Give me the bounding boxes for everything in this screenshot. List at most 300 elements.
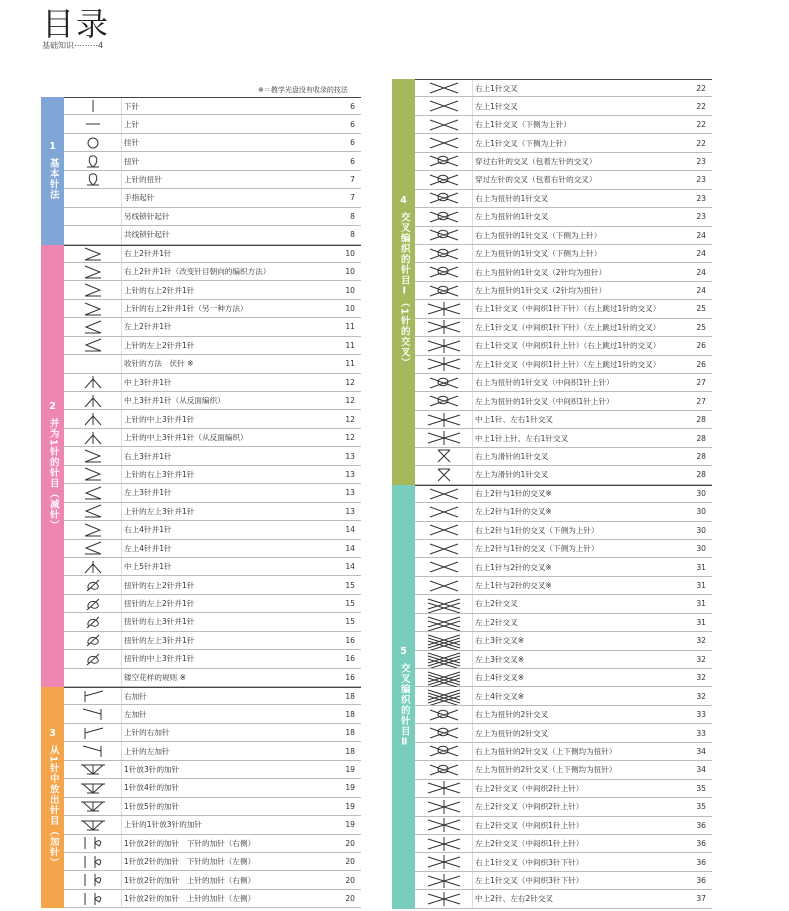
page-number: 15 [345, 599, 355, 609]
technique-name: 左加针 [124, 709, 147, 719]
cross-icon [415, 558, 473, 575]
toc-row[interactable] [415, 79, 712, 97]
toc-row[interactable] [415, 522, 712, 540]
page-number: 30 [696, 507, 706, 517]
twist-dec-icon [64, 613, 122, 630]
page-number: 36 [696, 820, 706, 830]
toc-row[interactable] [64, 779, 361, 797]
toc-row[interactable] [415, 503, 712, 521]
page-number: 19 [345, 764, 355, 774]
page-number: 31 [696, 599, 706, 609]
right-dec-icon [64, 246, 122, 262]
technique-name: 左上1针交叉（中间织1针上针）（左上跳过1针的交叉） [475, 359, 661, 369]
toc-row[interactable] [64, 521, 361, 539]
technique-name: 扭针 [124, 156, 140, 166]
toc-row[interactable] [415, 153, 712, 171]
toc-row[interactable] [415, 171, 712, 189]
center-dec-icon [64, 558, 122, 575]
toc-row[interactable] [415, 356, 712, 374]
section-title: 交叉编织的针目Ⅰ（1针的交叉） [398, 212, 410, 369]
page-number: 16 [345, 672, 355, 682]
cross-mid-icon [415, 798, 473, 815]
toc-rows [415, 485, 712, 909]
page-number: 30 [696, 525, 706, 535]
toc-row[interactable] [415, 282, 712, 300]
technique-name: 左上为滑针的1针交叉 [475, 470, 549, 480]
cross-mid-icon [415, 853, 473, 870]
page-number: 28 [696, 470, 706, 480]
technique-name: 右上1针交叉（下侧为上针） [475, 120, 571, 130]
toc-row[interactable] [415, 190, 712, 208]
left-inc-icon [64, 705, 122, 722]
toc-row[interactable] [415, 540, 712, 558]
page-number: 31 [696, 562, 706, 572]
toc-row[interactable] [64, 134, 361, 152]
toc-row[interactable] [64, 171, 361, 189]
section-band-3 [41, 687, 64, 908]
toc-row[interactable] [64, 798, 361, 816]
page-number: 15 [345, 580, 355, 590]
technique-name: 左上4针交叉※ [475, 691, 525, 701]
toc-row[interactable] [64, 484, 361, 502]
page-number: 26 [696, 341, 706, 351]
page-number: 6 [350, 138, 355, 148]
toc-row[interactable] [415, 761, 712, 779]
toc-row[interactable] [64, 558, 361, 576]
technique-name: 上针的左上2针并1针 [124, 340, 195, 350]
technique-name: 右上1针交叉 [475, 83, 518, 93]
page-number: 11 [345, 359, 355, 369]
section-4 [392, 79, 712, 485]
right-dec-icon [64, 521, 122, 538]
cross3-icon [415, 651, 473, 668]
toc-row[interactable] [64, 816, 361, 834]
toc-row[interactable] [64, 115, 361, 133]
right-dec-icon [64, 281, 122, 298]
technique-name: 1针放2针的加针 下针的加针（左侧） [124, 857, 256, 867]
toc-row[interactable] [415, 872, 712, 890]
right-dec-icon [64, 466, 122, 483]
toc-row[interactable] [64, 705, 361, 723]
section-title: 从1针中放出针目（加针） [47, 744, 59, 868]
page-number: 26 [696, 359, 706, 369]
technique-name: 收针的方法 伏针 ※ [124, 359, 194, 369]
center-dec-icon [64, 410, 122, 427]
toc-row[interactable] [415, 411, 712, 429]
cross2-icon [415, 595, 473, 612]
technique-name: 上针的右加针 [124, 728, 170, 738]
cross-loop-icon [415, 743, 473, 760]
toc-row[interactable] [64, 595, 361, 613]
toc-row[interactable] [64, 245, 361, 263]
page-number: 20 [345, 875, 355, 885]
section-title: 交叉编织的针目Ⅱ [398, 662, 410, 749]
toc-row[interactable] [64, 447, 361, 465]
technique-name: 左上为扭针的1针交叉（中间织1针上针） [475, 396, 614, 406]
basics-link[interactable]: 基础知识⋯⋯⋯4 [42, 41, 104, 50]
toc-row[interactable] [64, 208, 361, 226]
center-dec-icon [64, 374, 122, 391]
technique-name: 左上2针交叉（中间织2针上针） [475, 802, 584, 812]
page-number: 18 [345, 746, 355, 756]
technique-name: 右上为扭针的2针交叉（上下侧均为扭针） [475, 746, 617, 756]
technique-name: 左上2针交叉（中间织1针上针） [475, 839, 584, 849]
technique-name: 左上2针与1针的交叉※ [475, 507, 552, 517]
toc-rows [64, 97, 361, 245]
page-number: 20 [345, 838, 355, 848]
toc-row[interactable] [64, 300, 361, 318]
page-number: 8 [350, 230, 355, 240]
toc-row[interactable] [415, 97, 712, 115]
page-number: 20 [345, 894, 355, 904]
technique-name: 扭针的左上2针并1针 [124, 599, 195, 609]
technique-name: 左上为扭针的2针交叉（上下侧均为扭针） [475, 765, 617, 775]
toc-row[interactable] [415, 245, 712, 263]
cross-mid-icon [415, 429, 473, 446]
technique-name: 右上2针并1针 [124, 249, 172, 259]
technique-name: 中上3针并1针 [124, 377, 172, 387]
page-number: 36 [696, 876, 706, 886]
cross-loop-icon [415, 153, 473, 170]
cross-mid-icon [415, 817, 473, 834]
toc-row[interactable] [64, 466, 361, 484]
cross-loop-icon [415, 392, 473, 409]
page-number: 13 [345, 506, 355, 516]
toc-row[interactable] [415, 300, 712, 318]
technique-name: 左上2针与1针的交叉（下侧为上针） [475, 544, 599, 554]
page-number: 24 [696, 230, 706, 240]
toc-row[interactable] [415, 429, 712, 447]
page-number: 12 [345, 433, 355, 443]
page-number: 36 [696, 839, 706, 849]
page-number: 14 [345, 562, 355, 572]
slip-icon [415, 466, 473, 483]
page-number: 24 [696, 286, 706, 296]
page-number: 6 [350, 119, 355, 129]
technique-name: 右上1针交叉（中间织3针下针） [475, 857, 584, 867]
toc-row[interactable] [415, 466, 712, 484]
technique-name: 穿过左针的交叉（包着右针的交叉） [475, 175, 597, 185]
page-number: 15 [345, 617, 355, 627]
cross-loop-icon [415, 227, 473, 244]
toc-row[interactable] [415, 632, 712, 650]
technique-name: 右上2针交叉（中间织2针上针） [475, 783, 584, 793]
technique-name: 左上为扭针的2针交叉 [475, 728, 549, 738]
technique-name: 左上2针交叉 [475, 617, 518, 627]
page-number: 23 [696, 212, 706, 222]
page-number: 32 [696, 636, 706, 646]
page-number: 24 [696, 267, 706, 277]
page-number: 23 [696, 193, 706, 203]
technique-name: 右上4针并1针 [124, 525, 172, 535]
technique-name: 1针放2针的加针 上针的加针（右侧） [124, 875, 256, 885]
toc-row[interactable] [415, 853, 712, 871]
technique-name: 上针的左上3针并1针 [124, 506, 195, 516]
toc-row[interactable] [415, 208, 712, 226]
page-number: 23 [696, 175, 706, 185]
page-number: 19 [345, 801, 355, 811]
technique-name: 扭针的右上3针并1针 [124, 617, 195, 627]
toc-row[interactable] [415, 227, 712, 245]
page-number: 24 [696, 249, 706, 259]
technique-name: 1针放3针的加针 [124, 764, 180, 774]
toc-row[interactable] [64, 613, 361, 631]
left-dec-icon [64, 484, 122, 501]
cross-icon [415, 486, 473, 502]
toc-row[interactable] [64, 576, 361, 594]
cross-loop-icon [415, 263, 473, 280]
page-number: 23 [696, 156, 706, 166]
toc-row[interactable] [415, 890, 712, 908]
toc-rows [64, 687, 361, 908]
technique-name: 左上4针并1针 [124, 543, 172, 553]
toc-row[interactable] [64, 890, 361, 908]
technique-name: 上针的中上3针并1针 [124, 414, 195, 424]
technique-name: 右加针 [124, 691, 147, 701]
none-icon [64, 189, 122, 206]
technique-name: 左上为扭针的1针交叉（下侧为上针） [475, 249, 602, 259]
toc-row[interactable] [64, 540, 361, 558]
cross-icon [415, 80, 473, 96]
toc-row[interactable] [415, 743, 712, 761]
page-number: 18 [345, 709, 355, 719]
cross2-icon [415, 614, 473, 631]
toc-row[interactable] [415, 614, 712, 632]
page-number: 19 [345, 783, 355, 793]
toc-row[interactable] [64, 97, 361, 115]
technique-name: 右上2针并1针（改变针目朝向的编织方法） [124, 267, 271, 277]
technique-name: 手指起针 [124, 193, 155, 203]
technique-name: 左上3针并1针 [124, 488, 172, 498]
toc-row[interactable] [415, 706, 712, 724]
cross3-icon [415, 669, 473, 686]
twist-dec-icon [64, 650, 122, 667]
toc-row[interactable] [64, 281, 361, 299]
fan-icon [64, 761, 122, 778]
page-number: 8 [350, 211, 355, 221]
technique-name: 中上1针、左右1针交叉 [475, 415, 554, 425]
technique-name: 右上2针交叉 [475, 599, 518, 609]
technique-name: 左上1针与2针的交叉※ [475, 581, 552, 591]
section-3 [41, 687, 361, 908]
page-number: 34 [696, 765, 706, 775]
toc-row[interactable] [415, 817, 712, 835]
twist-dec-icon [64, 595, 122, 612]
technique-name: 扭针的中上3针并1针 [124, 654, 195, 664]
fan-icon [64, 779, 122, 796]
toc-row[interactable] [415, 724, 712, 742]
twist-icon [64, 171, 122, 188]
cross-icon [415, 540, 473, 557]
toc-row[interactable] [64, 687, 361, 705]
right-column [392, 79, 712, 909]
section-number: 5 [400, 645, 407, 657]
page-number: 11 [345, 322, 355, 332]
twist-dec-icon [64, 632, 122, 649]
toc-row[interactable] [415, 319, 712, 337]
toc-row[interactable] [64, 761, 361, 779]
page-number: 22 [696, 120, 706, 130]
technique-name: 扭针的右上2针并1针 [124, 580, 195, 590]
toc-row[interactable] [64, 392, 361, 410]
right-dec-icon [64, 447, 122, 464]
toc-row[interactable] [64, 871, 361, 889]
toc-rows [415, 79, 712, 485]
toc-row[interactable] [415, 263, 712, 281]
page-number: 18 [345, 728, 355, 738]
none-icon [64, 669, 122, 686]
toc-row[interactable] [415, 448, 712, 466]
toc-row[interactable] [64, 226, 361, 244]
page-number: 11 [345, 340, 355, 350]
toc-row[interactable] [64, 337, 361, 355]
toc-row[interactable] [64, 853, 361, 871]
page-number: 32 [696, 654, 706, 664]
right-dec-icon [64, 300, 122, 317]
center-dec-icon [64, 429, 122, 446]
left-dec-icon [64, 337, 122, 354]
technique-name: 另线锁针起针 [124, 211, 170, 221]
section-1 [41, 97, 361, 245]
toc-row[interactable] [64, 742, 361, 760]
page-number: 32 [696, 691, 706, 701]
page-number: 12 [345, 396, 355, 406]
page-number: 31 [696, 581, 706, 591]
page-number: 7 [350, 174, 355, 184]
page-number: 30 [696, 489, 706, 499]
technique-name: 右上2针交叉（中间织1针上针） [475, 820, 584, 830]
toc-row[interactable] [415, 835, 712, 853]
technique-name: 共线锁针起针 [124, 230, 170, 240]
left-dec-icon [64, 318, 122, 335]
toc-row[interactable] [64, 374, 361, 392]
cross-loop-icon [415, 374, 473, 391]
technique-name: 扭针的左上3针并1针 [124, 635, 195, 645]
technique-name: 镂空花样的规则 ※ [124, 672, 186, 682]
right-inc-icon [64, 688, 122, 704]
toc-row[interactable] [64, 632, 361, 650]
page-number: 35 [696, 802, 706, 812]
none-icon [64, 208, 122, 225]
page-number: 36 [696, 857, 706, 867]
toc-row[interactable] [415, 558, 712, 576]
page-number: 10 [345, 267, 355, 277]
cross-loop-icon [415, 706, 473, 723]
toc-row[interactable] [64, 355, 361, 373]
toc-row[interactable] [64, 503, 361, 521]
technique-name: 上针的左加针 [124, 746, 170, 756]
technique-name: 右上3针并1针 [124, 451, 172, 461]
page-number: 12 [345, 414, 355, 424]
toc-row[interactable] [64, 835, 361, 853]
toc-row[interactable] [415, 669, 712, 687]
technique-name: 上针的右上2针并1针（另一种方法） [124, 304, 248, 314]
section-band-1 [41, 97, 64, 245]
technique-name: 右上2针与1针的交叉（下侧为上针） [475, 525, 599, 535]
page-number: 16 [345, 654, 355, 664]
technique-name: 右上2针与1针的交叉※ [475, 489, 552, 499]
toc-row[interactable] [64, 669, 361, 687]
technique-name: 中上2针、左右2针交叉 [475, 894, 554, 904]
toc-row[interactable] [415, 485, 712, 503]
right-dec-icon [64, 263, 122, 280]
toc-row[interactable] [64, 650, 361, 668]
left-dec-icon [64, 503, 122, 520]
toc-row[interactable] [415, 337, 712, 355]
technique-name: 右上1针与2针的交叉※ [475, 562, 552, 572]
slip-icon [415, 448, 473, 465]
technique-name: 右上为扭针的1针交叉（2针均为扭针） [475, 267, 607, 277]
technique-name: 左上3针交叉※ [475, 654, 525, 664]
page-number: 32 [696, 673, 706, 683]
technique-name: 左上为扭针的1针交叉 [475, 212, 549, 222]
toc-row[interactable] [415, 392, 712, 410]
toc-row[interactable] [64, 410, 361, 428]
toc-row[interactable] [415, 687, 712, 705]
page-number: 34 [696, 746, 706, 756]
cross-icon [415, 134, 473, 151]
page-number: 14 [345, 525, 355, 535]
cross-loop-icon [415, 724, 473, 741]
technique-name: 下针 [124, 101, 140, 111]
toc-row[interactable] [64, 318, 361, 336]
left-inc-icon [64, 742, 122, 759]
toc-row[interactable] [64, 724, 361, 742]
center-dec-icon [64, 392, 122, 409]
page-number: 35 [696, 783, 706, 793]
cross3-icon [415, 632, 473, 649]
cross-loop-icon [415, 208, 473, 225]
page-number: 13 [345, 488, 355, 498]
page-number: 22 [696, 101, 706, 111]
fan-icon [64, 816, 122, 833]
cross-loop-icon [415, 245, 473, 262]
toc-row[interactable] [64, 263, 361, 281]
knit-icon [64, 115, 122, 132]
toc-row[interactable] [64, 152, 361, 170]
toc-row[interactable] [415, 595, 712, 613]
cross-mid-icon [415, 835, 473, 852]
toc-row[interactable] [415, 374, 712, 392]
toc-rows [64, 245, 361, 688]
cross-icon [415, 503, 473, 520]
toc-row[interactable] [415, 134, 712, 152]
toc-row[interactable] [64, 429, 361, 447]
page-number: 12 [345, 377, 355, 387]
page-number: 10 [345, 249, 355, 259]
page-number: 22 [696, 138, 706, 148]
page-number: 31 [696, 617, 706, 627]
toc-row[interactable] [415, 651, 712, 669]
toc-row[interactable] [64, 189, 361, 207]
technique-name: 右上3针交叉※ [475, 636, 525, 646]
left-column [41, 97, 361, 908]
twist-inc-icon [64, 871, 122, 888]
toc-row[interactable] [415, 798, 712, 816]
toc-row[interactable] [415, 116, 712, 134]
toc-row[interactable] [415, 577, 712, 595]
cross-mid-icon [415, 300, 473, 317]
technique-name: 右上为扭针的2针交叉 [475, 710, 549, 720]
yarnover-icon [64, 134, 122, 151]
toc-row[interactable] [415, 780, 712, 798]
technique-name: 1针放5针的加针 [124, 801, 180, 811]
technique-name: 上针 [124, 119, 140, 129]
purl-icon [64, 98, 122, 114]
technique-name: 左上1针交叉 [475, 101, 518, 111]
none-icon [64, 355, 122, 372]
section-2 [41, 245, 361, 688]
